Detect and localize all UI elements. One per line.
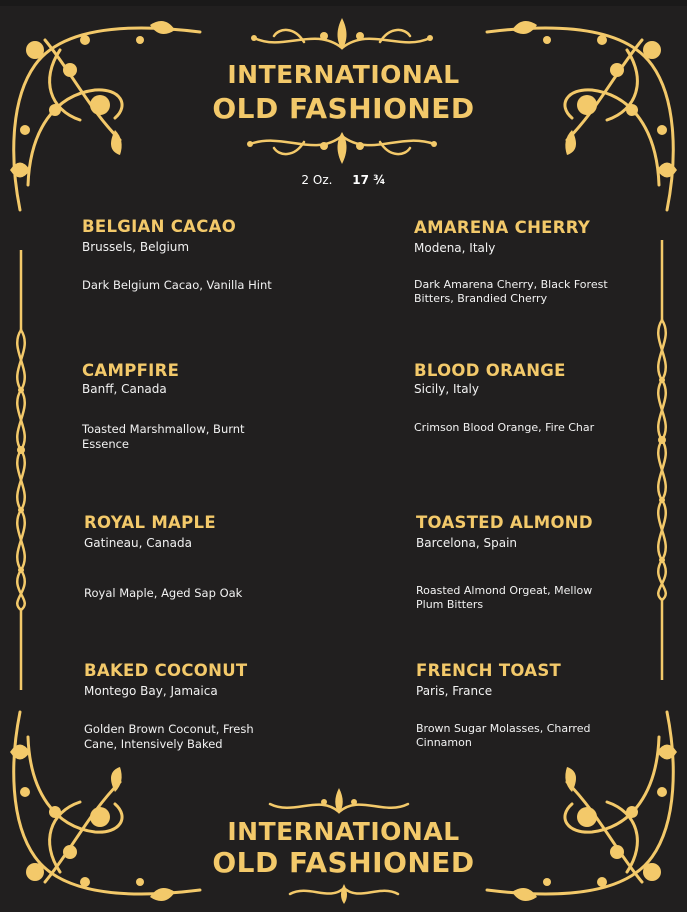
price-line xyxy=(0,173,687,187)
item-notes: Golden Brown Coconut, Fresh Cane, Intensively Baked xyxy=(84,722,254,751)
menu-item xyxy=(414,218,614,306)
footer-title-line1: INTERNATIONAL xyxy=(227,817,460,846)
item-origin: Paris, France xyxy=(416,684,493,699)
item-origin: Sicily, Italy xyxy=(414,382,479,397)
item-name: AMARENA CHERRY xyxy=(414,218,591,237)
side-ornament-left xyxy=(8,250,34,690)
header-flourish-top xyxy=(244,16,440,56)
price-size: 2 Oz. xyxy=(301,173,333,187)
header-title-line2: OLD FASHIONED xyxy=(212,92,475,125)
item-origin: Banff, Canada xyxy=(82,382,167,397)
item-origin: Montego Bay, Jamaica xyxy=(84,684,218,699)
item-name: ROYAL MAPLE xyxy=(84,513,216,532)
side-ornament-right xyxy=(649,240,675,680)
item-notes: Brown Sugar Molasses, Charred Cinnamon xyxy=(416,722,591,750)
item-notes: Dark Amarena Cherry, Black Forest Bitters, Brandied Cherry xyxy=(414,278,608,306)
item-origin: Barcelona, Spain xyxy=(416,536,518,551)
item-name: CAMPFIRE xyxy=(82,361,180,380)
menu-item xyxy=(416,661,616,750)
item-name: BELGIAN CACAO xyxy=(82,217,237,236)
header-flourish-bottom xyxy=(244,128,440,166)
footer-flourish-top xyxy=(264,786,414,818)
item-notes: Toasted Marshmallow, Burnt Essence xyxy=(82,422,245,451)
item-name: TOASTED ALMOND xyxy=(416,513,593,532)
footer-title-line2: OLD FASHIONED xyxy=(212,846,475,879)
item-name: BLOOD ORANGE xyxy=(414,361,566,380)
item-notes: Crimson Blood Orange, Fire Char xyxy=(414,421,595,434)
menu-item xyxy=(82,361,282,451)
item-origin: Brussels, Belgium xyxy=(82,240,190,255)
item-name: BAKED COCONUT xyxy=(84,661,248,680)
menu-item xyxy=(82,217,282,292)
item-name: FRENCH TOAST xyxy=(416,661,562,680)
price-value: 17 ¾ xyxy=(352,173,386,187)
menu-item xyxy=(416,513,616,612)
item-origin: Gatineau, Canada xyxy=(84,536,192,551)
item-origin: Modena, Italy xyxy=(414,241,496,256)
menu-item xyxy=(84,513,284,600)
footer-flourish-bottom xyxy=(284,882,404,906)
header-title-line1: INTERNATIONAL xyxy=(227,60,460,89)
item-notes: Roasted Almond Orgeat, Mellow Plum Bitters xyxy=(416,584,593,612)
item-notes: Dark Belgium Cacao, Vanilla Hint xyxy=(82,278,272,292)
menu-item xyxy=(414,361,614,434)
item-notes: Royal Maple, Aged Sap Oak xyxy=(84,586,243,600)
menu-item xyxy=(84,661,284,751)
top-band xyxy=(0,0,687,6)
